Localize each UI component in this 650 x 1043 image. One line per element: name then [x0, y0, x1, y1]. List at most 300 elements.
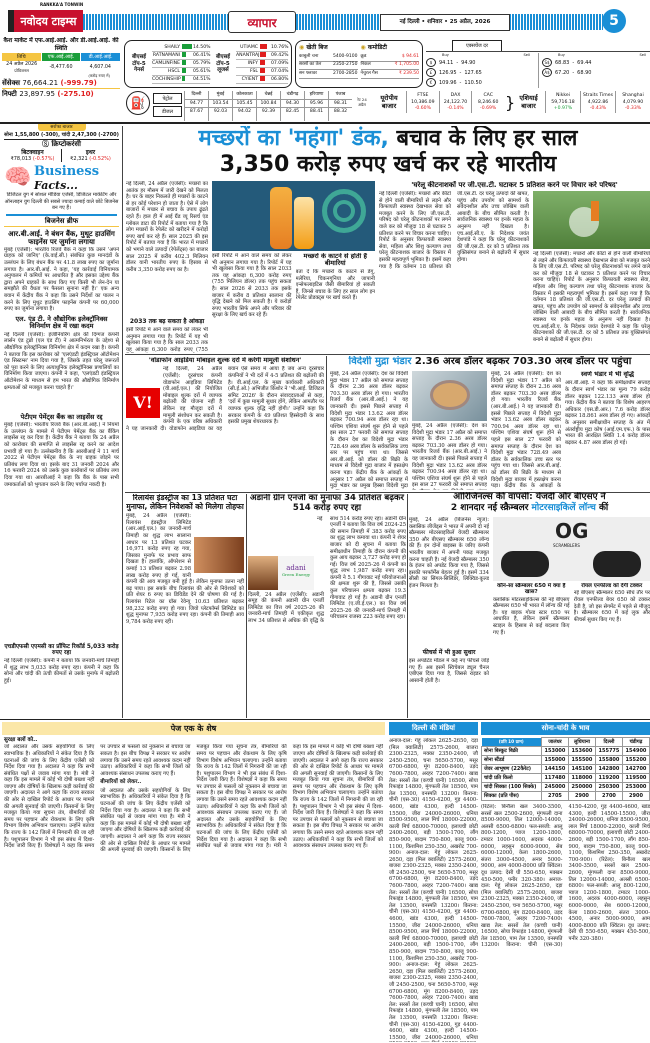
- currency-icon: S$: [542, 58, 552, 67]
- market-index: [580, 91, 615, 113]
- index-value: 4,079.90: [622, 99, 644, 105]
- main-headline-blue: मच्छरों का 'महंगा' डंक,: [198, 126, 389, 151]
- index-value: 8,246.60: [477, 99, 499, 105]
- price-cell: 2900: [568, 792, 595, 801]
- stock-name: CYIENT: [241, 77, 258, 82]
- city-name: मुंबई: [209, 91, 232, 100]
- petrol-label: पेट्रोल: [153, 93, 182, 104]
- index-change: +0.97%: [553, 106, 573, 111]
- currency-icon: €: [426, 78, 436, 87]
- exchange-row: £ 126.95 - 127.65: [426, 68, 534, 78]
- price-cell: 2705: [541, 792, 568, 801]
- kheti-price: 5400-9100: [332, 53, 358, 59]
- brace-icon: }: [505, 93, 516, 112]
- vodafone-story: [126, 357, 324, 490]
- commodity-icon: ◉: [360, 44, 366, 51]
- buy-rate: 94.11: [439, 59, 454, 66]
- main-subhead-disease: मच्छरों के काटने से होती हैं बीमारियां: [303, 253, 367, 268]
- city-name: चंडीगढ़: [281, 91, 304, 100]
- stock-name: INFY: [247, 61, 258, 66]
- commodity-price: ₹ 239.50: [398, 70, 419, 76]
- percent-bar: [182, 52, 186, 57]
- gold-row: [482, 792, 650, 801]
- reliance-headline: रिलायंस इंडस्ट्रीज का 13 प्रतिशत घटा मुनाफा, लेकिन निवेशकों को मिलेगा तोहफा: [126, 494, 244, 511]
- stock-percent: 07.04%: [271, 69, 289, 74]
- stock-percent: 07.09%: [271, 61, 289, 66]
- percent-bar: [182, 44, 192, 49]
- fii-dii-title: कैश मार्केट में एफ.आई.आई. और डी.आई.आई. की स्थिति: [3, 37, 119, 52]
- nifty-line: [2, 90, 120, 99]
- business-facts-title: Business: [34, 164, 100, 179]
- continued-subhead-1: सुरक्षा बलों को..: [4, 737, 38, 743]
- eth-value: ₹2,321: [70, 155, 88, 162]
- gst-body-cont: नई दिल्ली (एजेंसी): मच्छरों और कीटों से होने वाली बीमारियों से लड़ने और किफायती स्वास्थ्य देखभाल सेवा को मजबूत करने के लिए जी.एस.टी. परिषद को घरेलू कीटनाशकों पर लगने वाले कर को मौजूदा 18 से घटाकर 5 प्रतिशत करने पर विचार करना चाहिए। रिपोर्ट के अनुसार किफायती स्वास्थ्य सेवा, महिला और शिशु कल्याण तथा घरेलू कीटनाशक बाजार के विस्तार में इसकी महत्वपूर्ण भूमिका है। इसमें कहा गया है कि वर्तमान 18 प्रतिशत की जी.एस.टी. दर घरेलू उत्पादों की खपत, पहुंच और उपयोग को सामर्थ्य के संवेदनशील और उच्च जोखिम वाली आबादी के बीच सीमित करती है। सार्वजनिक स्वास्थ्य पर इनके महत्व के अनुरूप नहीं दिखता है। एच.आई.सी.ए. के निदेशक जयंत देशपांडे ने कहा कि घरेलू कीटनाशकों की जी.एस.टी. दर को 5 प्रतिशत तक युक्तिसंगत बनाने से बढ़ोतरी में सुधार होगा।: [533, 251, 650, 343]
- price-cell: 155200: [622, 756, 649, 765]
- adani-headline: अडानी ग्रीन एनर्जी का मुनाफा 34 प्रतिशत बढ़कर 514 करोड़ रुपए रहा: [250, 494, 404, 513]
- fii-dii-box: [2, 37, 120, 122]
- sell-rate: 94.90: [461, 59, 476, 66]
- price-cell: 153000: [541, 747, 568, 756]
- index-change: -0.60%: [414, 106, 431, 111]
- prices-text-1: (रिटेल): बिनौला खल 3400-3500, सरसों खल 2500-2600, मूंगफली दाना 8500-9000, तिल 12000-14000, अलसी 6500-6800। फल-सब्जी: आलू 800-1200, प्याज 1200-1800, टमाटर 1000-1600, अदरक 4000-6000, लहसुन 6000-9000, सेब 6000-12000, केला 1800-2600, संतरा 3000-4500, अनार 5000-9000, आम 4000-8000 प्रति क्विंटल। दूध उत्पाद: देसी घी 550-650, मक्खन 450-500, पनीर 320-380।: [481, 804, 563, 883]
- main-headline-line2: 3,350 करोड़ रुपए खर्च कर रहे भारतीय: [219, 152, 557, 177]
- diesel-price: 87.67: [185, 107, 208, 116]
- gold-reserve-body: आर.बी.आई. ने कहा कि समीक्षाधीन सप्ताह के दौरान स्वर्ण भंडार का मूल्य 79 करोड़ डॉलर बढ़कर 122.133 अरब डॉलर हो गया। केंद्रीय बैंक ने बताया कि विशेष आहरण अधिकार (एस.डी.आर.) 7.6 करोड़ डॉलर बढ़कर 18.861 अरब डॉलर हो गए। आंकड़ों के अनुसार समीक्षाधीन सप्ताह के अंत में अंतर्राष्ट्रीय मुद्रा कोष (आई.एम.एफ.) के पास भारत की आरक्षित स्थिति 1.4 करोड़ डॉलर बढ़कर 4.87 अरब डॉलर हो गई।: [565, 380, 650, 446]
- index-change: -0.33%: [624, 106, 642, 111]
- city-name: हरियाणा: [305, 91, 328, 100]
- gold-row: [482, 783, 650, 792]
- commodity-item: नेचुरल गैस: [360, 70, 378, 76]
- col-date: तिथि: [2, 53, 41, 61]
- continued-title: पेज एक के शेष: [2, 722, 385, 735]
- og-logo-text: OG: [555, 519, 589, 543]
- fuel-city: [232, 91, 256, 121]
- price-cell: 250300: [595, 783, 622, 792]
- percent-bar: [182, 60, 186, 65]
- petrol-price: 105.45: [236, 100, 253, 106]
- mandi-text-3: अनाज-दाल: गेहूं लोकल 2625-2650, दड़ा (मिल क्वालिटी) 2575-2600, बाजरा 2300-2325, मक्का 2350-2400, जौ 2450-2500, चना 5650-5700, मसूर 6700-6800, मूंग 8200-8400, उड़द 7600-7800, अरहर 7200-7400। खाद्य तेल: सरसों तेल (कच्ची घानी) 16500, सोया रिफाइंड 14800, मूंगफली तेल 18500, पाम तेल 13500, वनस्पति 13200। किराना: चीनी (एस-30) 4150-4200, गुड़ 4400-4600, खांड 4300, हल्दी 14500-15500, जीरा 24000-26000, धनिया: [389, 962, 478, 1041]
- city-name: कोलकाता: [233, 91, 256, 100]
- stock-percent: 04.51%: [193, 77, 211, 82]
- price-cell: 144150: [541, 765, 568, 774]
- diesel-price: 92.03: [209, 107, 232, 116]
- market-index: [406, 91, 439, 113]
- kheti-item: सरसों का तेल: [299, 62, 322, 67]
- eth-change: (-0.52%): [89, 155, 111, 162]
- asia-markets: [545, 91, 650, 113]
- stock-name: UTIAMC: [240, 45, 258, 50]
- diesel-price: 94.02: [233, 107, 256, 116]
- reliance-body: मुंबई, 24 अप्रैल (एजेंसी): रिलायंस इंडस्ट्रीज लिमिटेड (आर.आई.एल.) का जनवरी-मार्च तिमाही का शुद्ध लाभ सालाना आधार पर 13 प्रतिशत घटकर 16,971 करोड़ रुपए रह गया, जिसका मुनाफे पर प्रभाव साफ दिखता है। हालांकि, ऑपरेशन से कमाई 13 प्रतिशत बढ़कर 2.98 लाख करोड़ रुपए हो गई, यानी कंपनी की आय मजबूत बनी हुई है। लेकिन मुनाफा उतना नहीं बढ़ पाया। इस सबके बीच रिलायंस की ओर से निवेशकों को प्रति शेयर 6 रुपए का डिविडेंड देने की घोषणा की गई है। रिलायंस रिटेल का ग्रॉस रेवेन्यू 10.63 प्रतिशत बढ़कर 98,232 करोड़ रुपए हो गया। जियो प्लेटफॉर्म्स लिमिटेड का शुद्ध मुनाफा 7,935 करोड़ रुपए रहा। कंपनी की तिमाही आय 9,784 करोड़ रुपए रही।: [126, 513, 244, 625]
- kheti-row: [299, 70, 358, 79]
- gold-section: [481, 722, 650, 1042]
- fii-value: -8,477.60: [49, 64, 73, 70]
- item-cell: जेवर आभूषण (22कैरेट): [482, 765, 542, 774]
- crypto-title: [4, 140, 119, 149]
- masthead-band: [83, 14, 603, 30]
- mandi-body: [389, 738, 478, 1042]
- loser-row: [236, 60, 288, 68]
- percent-bar: [260, 60, 265, 65]
- gainer-row: [152, 60, 210, 68]
- brief-headline-rbi: आर.बी.आई. ने बंधन बैंक, मुथूट हाउसिंग फाइनेंस पर जुर्माना लगाया: [8, 229, 115, 246]
- price-cell: 2700: [595, 792, 622, 801]
- commodity-section: [361, 44, 420, 79]
- crypto-icon: Ⓢ: [42, 139, 50, 148]
- exchange-rates: [426, 53, 650, 88]
- exchange-row: S$ 68.83 - 69.44: [542, 58, 650, 68]
- petrol-price: 100.84: [260, 100, 277, 106]
- kheti-price: 2350-2750: [332, 62, 358, 67]
- btc-change: (-0.57%): [32, 155, 55, 162]
- moto-story: [409, 492, 650, 718]
- continued-section: [2, 722, 385, 1042]
- nifty-value: 23,897.95: [19, 89, 55, 98]
- loser-row: [236, 76, 288, 84]
- percent-bar: [260, 44, 267, 49]
- index-name: CAC: [483, 93, 493, 98]
- stock-name: CAMLINFINE: [152, 61, 180, 66]
- loser-row: [236, 44, 288, 52]
- brief-body-rbi: मुंबई (एजेंसी): भारतीय रिजर्व बैंक ने कहा कि उसने 'अपने ग्राहक को जानिए' (के.वाई.सी.) संबंधित कुछ मानदंडों के उल्लंघन के लिए बंधन बैंक पर 41.8 लाख रुपए का जुर्माना लगाया है। आर.बी.आई. ने कहा, 'यह कार्रवाई विनियामक अनुपालन में कमियों पर आधारित है और इसका उद्देश्य बैंक द्वारा अपने ग्राहकों के साथ किए गए किसी भी लेन-देन या समझौते की वैधता पर फैसला सुनाना नहीं है।' एक अन्य बयान में केंद्रीय बैंक ने कहा कि उसने निर्देशों का पालन न करने के लिए मुथूट हाउसिंग फाइनेंस कंपनी पर 60,000 रुपए का जुर्माना लगाया है।: [4, 246, 119, 313]
- petrol-price: 98.31: [333, 100, 348, 106]
- eth-label: इथर: [85, 148, 96, 156]
- vodafone-idea-logo: V!: [126, 388, 160, 418]
- dateline: नई दिल्ली • शनिवार • 25 अप्रैल, 2026: [380, 14, 510, 31]
- buy-rate: 126.95: [439, 69, 457, 76]
- page-number: 5: [602, 9, 626, 33]
- brief-body-hdfc: नई दिल्ली (एजेंसी): कंपनी ने बताया कि जनवरी-मार्च तिमाही में शुद्ध लाभ 5,033 करोड़ रुपए रहा। कंपनी ने कहा कि सोना और चांदी की ऊंची कीमतों से उसके मुनाफे में बढ़ोतरी हुई।: [4, 658, 119, 684]
- reliance-body-wrap: [126, 513, 244, 718]
- fii-date: 24 अप्रैल 2026: [6, 62, 38, 67]
- index-name: FTSE: [417, 93, 429, 98]
- commodity-row: [361, 62, 420, 71]
- kheti-commodity-box: [295, 40, 423, 88]
- vodafone-body: नई दिल्ली, 24 अप्रैल (एजेंसी): दूरसंचार कंपनी वोडाफोन आइडिया लिमिटेड (वी.आई.एल.) की नियोजित मोबाइल शुल्क दरों में व्यापक बढ़ोतरी की योजना नहीं है लेकिन वह मौजूदा दरों में मामूली संशोधन कर सकती है। कंपनी के एक वरिष्ठ अधिकारी ने यह जानकारी दी। वोडाफोन आइडिया का यह बयान ऐसे समय में आया है जब अन्य दूरसंचार कंपनियों ने भी दरों में 4-5 प्रतिशत की बढ़ोतरी की है। वी.आई.एल. के मुख्य कार्यकारी अधिकारी (सी.ई.ओ.) अभिजीत किशोर ने 'भी.आई. डिजिटल समिट 2026' के दौरान संवाददाताओं से कहा, 'दरों में कुछ मामूली सुधार होंगे, लेकिन आमतौर पर व्यापक शुल्क वृद्धि नहीं होगी।' उन्होंने कहा कि सरकार कंपनी के 49 प्रतिशत हिस्सेदारी के साथ इसकी प्रमुख शेयरधारक है।: [126, 366, 324, 432]
- main-body-2-cont: इसी रिपोर्ट में आने वाले समय को लेकर भी अनुमान लगाया गया है। रिपोर्ट में यह भी खुलासा किया गया है कि साल 2033 तक यह आंकड़ा 6,300 करोड़ रुपए (755: [126, 327, 208, 353]
- commodity-price: $ 94.61: [401, 53, 419, 59]
- wheat-icon: ◉: [299, 44, 305, 51]
- buy-rate: 109.96: [439, 79, 457, 86]
- commodity-row: [361, 70, 420, 79]
- exchange-title: एक्सचेंज दर: [452, 40, 502, 51]
- gold-row: [482, 774, 650, 783]
- mandi-section: [389, 722, 478, 1042]
- crypto-title-text: क्रिप्टोकरंसी: [51, 139, 81, 148]
- adani-body-wrap: [248, 516, 406, 718]
- percent-bar: [182, 68, 186, 73]
- sell-label: Sell: [639, 53, 646, 57]
- city-header: चंडीगढ़: [622, 738, 649, 747]
- commodity-item: निकल: [360, 62, 371, 67]
- kheti-item: सन फ्लावर: [299, 70, 317, 76]
- stock-name: HSCL: [167, 69, 180, 74]
- commodity-title: कमोडिटी: [367, 44, 387, 51]
- farmer-spraying-image: [533, 191, 650, 249]
- moto-body-4: नई बीएसए स्क्रैम्बलर 650 सीधे तौर पर रॉयल एनफील्ड बेयर 650 को टक्कर देती है, जो इस सेगमेंट में पहले से मौजूद है। स्क्रैम्बलर 650 में कई लुक और फीचर्स सुधार किए गए हैं।: [573, 590, 650, 623]
- price-cell: 153600: [568, 747, 595, 756]
- diesel-price: 88.32: [329, 107, 352, 116]
- gold-reserve-headline: स्वर्ण भंडार में भी वृद्धि: [581, 371, 634, 378]
- stock-percent: 06.80%: [271, 77, 289, 82]
- brief-headline-hdfc: एचडीएफसी एएमसी का प्रॉफिट रिकॉर्ड 5,033 करोड़ रुपए रहा: [4, 643, 119, 657]
- sensex-change: (-999.79): [60, 79, 97, 87]
- moto-headline: [409, 492, 650, 514]
- top5-box: [124, 40, 292, 88]
- price-cell: 2900: [622, 792, 649, 801]
- petrol-price: 94.77: [189, 100, 204, 106]
- continued-text-2: जो अदालत और उसके सहयोगियों के लिए स्वाभाविक है। अधिकारियों ने संकेत दिया है कि घटनाओं की जांच के लिए केंद्रीय एजेंसी को निर्देश दिया गया है। अदालत ने कहा कि सभी संबंधित पक्षों से जवाब मांगा गया है। मंत्री ने कहा कि इस मामले में कोई भी दोषी बख्शा नहीं जाएगा और दोषियों के खिलाफ कड़ी कार्रवाई की जाएगी। अदालत ने आगे कहा कि राज्य सरकार की ओर से दाखिल रिपोर्ट के आधार पर मामले की अगली सुनवाई की जाएगी। किसानों के लिए मजबूत किया गया सूचना तंत्र, बीमारियों की समय पर पहचान और रोकथाम के लिए कृषि विभाग विशेष अभियान चलाएगा। उन्होंने बताया कि राज्य के 142 जिलों में निगरानी की जा रही है। पशुपालन विभाग ने भी इस संबंध में दिशा-निर्देश जारी किए हैं। विशेषज्ञों ने कहा कि समय पर उपचार से फसलों को नुकसान से बचाया जा सकता है। इस बीच विपक्ष ने सरकार पर आरोप लगाया कि उसने समय रहते आवश्यक कदम नहीं उठाए। अधिकारियों ने कहा कि सभी जिलों को आवश्यक संसाधन उपलब्ध कराए गए हैं।: [100, 744, 287, 854]
- stock-percent: 05.79%: [193, 61, 211, 66]
- currency-icon: A$: [542, 68, 552, 77]
- kheti-price: 2700-2850: [332, 70, 358, 76]
- buy-rate: 68.83: [555, 59, 570, 66]
- stock-name: COCHINSHIP: [152, 77, 181, 82]
- stock-percent: 14.50%: [193, 45, 211, 50]
- percent-bar: [182, 76, 185, 81]
- fuel-rate-note: रेट 24 अप्रैल: [357, 97, 367, 107]
- diesel-label: डीजल: [153, 106, 182, 117]
- diesel-price: 92.39: [257, 107, 280, 116]
- gst-headline: 'घरेलू कीटनाशकों पर जी.एस.टी. घटाकर 5 प्रतिशत करने पर विचार करे परिषद': [411, 181, 618, 189]
- forex-story: [330, 356, 650, 490]
- scrambler-bikes-image: [493, 517, 650, 581]
- kheti-item: काबुली चना: [299, 53, 319, 59]
- buy-label: Buy: [442, 53, 449, 57]
- city-name: चेन्नई: [257, 91, 280, 100]
- market-index: [471, 91, 504, 113]
- price-cell: 142800: [595, 765, 622, 774]
- gautam-adani-photo: [248, 556, 278, 590]
- moto-headline-line1: ओरिजिनल्स की वापसी: येजदी और बीएसए ने: [453, 492, 606, 502]
- date-note: प्रोविजनल: [14, 67, 29, 73]
- city-header: दिल्ली: [595, 738, 622, 747]
- main-body-1: नई दिल्ली, 24 अप्रैल (एजेंसी): मच्छरों का आतंक हर मौसम में जारी देखने को मिलता है। घर के बाहर निकलते ही मच्छरों के काटने से हर कोई परेशान हो जाता है। ऐसे में लोग बाजारों में मच्छर से बचाव के उपाय ढूंढते रहते हैं। हाल ही में आई ग्रैंड व्यू रिसर्च एंड ग्लोबल डाटा की रिपोर्ट में बताया गया है कि लोग मच्छरों के रेपेलेंट को खरीदने में करोड़ों रुपए खर्च कर रहे हैं। साल 2025 की इस रिपोर्ट में बताया गया है कि भारत में मच्छरों को भगाने वाले उत्पादों (रेपेलेंट्स) का बाजार साल 2025 में करीब 402.3 मिलियन डॉलर यानी भारतीय रुपए के हिसाब से करीब 3,350 करोड़ रुपए का है।: [126, 181, 208, 273]
- exchange-row: A$ 67.20 - 68.90: [542, 68, 650, 78]
- petrol-price: 103.54: [212, 100, 229, 106]
- asia-label: एशियाई बाजार: [519, 94, 538, 110]
- moto-body-3: क्लासिक मोटरसाइकिल्स की नई बीएसए स्क्रैम्बलर 650 भी भारत में लॉन्च की गई है। यह बाइक गोल्ड स्टार 650 पर आधारित है, लेकिन इसमें स्क्रैम्बलर स्टाइल के हिसाब से कई बदलाव किए गए हैं।: [493, 596, 570, 636]
- business-fact-text: डिजिटल युग में सोशल मीडिया एजेंसी, डिजिटल मार्केटिंग और ऑनलाइन युग दिल्ली की सबसे ज्यादा कमाई वाले छोटे बिजनेस बन गए हैं।: [4, 192, 119, 212]
- price-cell: 155000: [541, 756, 568, 765]
- sarafa-rates: सोना 1,55,800 (-300), चांदी 2,47,300 (-2700): [4, 132, 119, 138]
- index-change: -0.43%: [589, 106, 607, 111]
- gold-header-row: [482, 738, 650, 747]
- forex-body-cont: मुंबई, 24 अप्रैल (एजेंसी): देश का विदेशी मुद्रा भंडार 17 अप्रैल को समाप्त सप्ताह के दौरान 2.36 अरब डॉलर बढ़कर 703.30 अरब डॉलर हो गया। भारतीय रिजर्व बैंक (आर.बी.आई.) ने यह जानकारी दी। इससे पिछले सप्ताह में विदेशी मुद्रा भंडार 13.62 अरब डॉलर बढ़कर 700.94 अरब डॉलर रहा था। पश्चिम एशिया संघर्ष शुरू होने से पहले इस साल 27 फरवरी को समाप्त सप्ताह: [412, 423, 487, 489]
- gold-row: [482, 747, 650, 756]
- moto-body: मुंबई, 24 अप्रैल (बिजनेस न्यूज): क्लासिक लीजेंड्स ने भारत में अपनी दो नई स्क्रैम्बलर मोटरसाइकिलें येजदी स्क्रैम्बलर 350 और बीएसए स्क्रैम्बलर 650 लॉन्च की हैं। इन दोनों बाइक्स के जरिए कंपनी भारतीय बाजार में अपनी पकड़ मजबूत करना चाहती है। नई येजदी स्क्रैम्बलर 350 के इंजन को अपडेट किया गया है, जिससे इसकी परफॉर्मेंस बेहतर हुई है। इसमें 334 सीसी का सिंगल-सिलिंडर, लिक्विड-कूल्ड इंजन मिलता है।: [409, 517, 489, 589]
- forex-headline: [330, 356, 650, 368]
- index-change: -0.69%: [480, 106, 497, 111]
- sell-rate: 127.65: [464, 69, 482, 76]
- item-cell: सोना स्टैंडर्ड: [482, 756, 542, 765]
- moto-body-2: इस अपडेटेड मॉडल में कई नए फीचर्स जोड़े गए हैं। अब इसमें स्विचेबल ड्यूल चैनल एबीएस दिया गया है, जिससे राइडर को आसानी होती है।: [409, 658, 489, 684]
- city-header: जालंधर: [541, 738, 568, 747]
- kheti-row: [299, 62, 358, 71]
- percent-bar: [260, 68, 265, 73]
- city-name: दिल्ली: [185, 91, 208, 100]
- price-cell: 155500: [568, 756, 595, 765]
- forex-headline-blue: विदेशी मुद्रा भंडार: [348, 356, 412, 367]
- commodity-row: [361, 53, 420, 62]
- unit-note: (करोड़ रुपए में): [88, 73, 110, 78]
- market-index: [439, 91, 472, 113]
- item-cell: चांदी प्रति किलो: [482, 774, 542, 783]
- sensex-value: 76,664.21: [22, 79, 59, 87]
- sell-label: Sell: [523, 53, 530, 57]
- price-cell: 154900: [622, 747, 649, 756]
- gainer-row: [152, 76, 210, 84]
- dii-value: 4,607.04: [89, 64, 111, 70]
- stock-percent: 06.41%: [193, 53, 211, 58]
- prices-text-3: (रिटेल): बिनौला खल 3400-3500, सरसों खल 2500-2600, मूंगफली दाना 8500-9000, तिल 12000-14000, अलसी 6500-6800। फल-सब्जी: आलू 800-1200, प्याज 1200-1800, टमाटर 1000-1600, अदरक 4000-6000, लहसुन 6000-9000, सेब 6000-12000, केला 1800-2600, संतरा 3000-4500, अनार 5000-9000, आम 4000-8000 प्रति क्विंटल। दूध उत्पाद: देसी घी 550-650, मक्खन 450-500, पनीर 320-380।: [568, 856, 650, 942]
- business-facts-banner: [4, 164, 119, 192]
- stock-name: SHAILY: [164, 45, 180, 50]
- main-subhead-2033: 2033 तक बढ़ सकता है आंकड़ा: [129, 318, 205, 326]
- diesel-price: 82.45: [281, 107, 304, 116]
- kheti-row: [299, 53, 358, 62]
- exchange-row: € 109.96 - 110.50: [426, 78, 534, 88]
- stock-percent: 05.61%: [193, 69, 211, 74]
- index-name: Shanghai: [622, 93, 644, 98]
- business-brief-label: बिजनेस ब्रीफ: [4, 217, 119, 227]
- btc-label: बिटक्वाइन: [21, 148, 44, 156]
- main-body-2: इसी रिपोर्ट में आने वाले समय को लेकर भी अनुमान लगाया गया है। रिपोर्ट में यह भी खुलासा किया गया है कि साल 2033 तक यह आंकड़ा 6,300 करोड़ रुपए (755 मिलियन डॉलर) तक पहुंच सकता है। साल 2026 से 2033 तक इसके बाजार में करीब 8 प्रतिशत सालाना की वृद्धि देखने को मिल सकती है। ये करोड़ों रुपए भारतीय सिर्फ अपने और परिवार की सुरक्षा के लिए खर्च कर रहे हैं।: [212, 253, 292, 319]
- vodafone-headline: 'वोडाफोन आइडिया मोबाइल शुल्क दरों में करेगी मामूली संशोधन': [148, 357, 302, 364]
- moto-headline-line2a: 2 शानदार नई स्क्रैम्बलर: [450, 503, 529, 513]
- index-value: 59,716.18: [551, 99, 575, 105]
- continued-text-1: जो अदालत और उसके सहयोगियों के लिए स्वाभाविक है। अधिकारियों ने संकेत दिया है कि घटनाओं की जांच के लिए केंद्रीय एजेंसी को निर्देश दिया गया है। अदालत ने कहा कि सभी संबंधित पक्षों से जवाब मांगा गया है। मंत्री ने कहा कि इस मामले में कोई भी दोषी बख्शा नहीं जाएगा और दोषियों के खिलाफ कड़ी कार्रवाई की जाएगी। अदालत ने आगे कहा कि राज्य सरकार की ओर से दाखिल रिपोर्ट के आधार पर मामले की अगली सुनवाई की जाएगी। किसानों के लिए मजबूत किया गया सूचना तंत्र, बीमारियों की समय पर पहचान और रोकथाम के लिए कृषि विभाग विशेष अभियान चलाएगा। उन्होंने बताया कि राज्य के 142 जिलों में निगरानी की जा रही है। पशुपालन विभाग ने भी इस संबंध में दिशा-निर्देश जारी किए हैं। विशेषज्ञों ने कहा कि समय पर उपचार से फसलों को नुकसान से बचाया जा सकता है। इस बीच विपक्ष ने सरकार पर आरोप लगाया कि उसने समय रहते आवश्यक कदम नहीं उठाए। अधिकारियों ने कहा कि सभी जिलों को आवश्यक संसाधन उपलब्ध कराए गए हैं।: [4, 744, 191, 850]
- price-cell: 145100: [568, 765, 595, 774]
- percent-bar: [260, 76, 265, 81]
- mukesh-ambani-photo: [194, 537, 244, 573]
- adani-green-logo: [278, 556, 314, 590]
- vodafone-body-wrap: [126, 366, 324, 490]
- losers-label: बीएसई टॉप-5 लूजर्स: [215, 54, 231, 74]
- stock-name: FSL: [249, 69, 258, 74]
- item-cell: चांदी सिक्का (100 सिक्के): [482, 783, 542, 792]
- index-value: 10,386.09: [411, 99, 435, 105]
- gold-row: [482, 765, 650, 774]
- btc-value: ₹78,013: [10, 155, 32, 162]
- price-cell: 119500: [622, 774, 649, 783]
- moto-subhead-features: फीचर्स में भी हुआ सुधार: [422, 649, 476, 657]
- petrol-price: 94.30: [285, 100, 300, 106]
- section-title: व्यापार: [228, 11, 296, 33]
- forex-headline-black: 2.36 अरब डॉलर बढ़कर 703.30 अरब डॉलर पर पहुंचा: [414, 356, 632, 367]
- commodity-item: क्रूड: [360, 53, 367, 59]
- left-column: [4, 124, 119, 718]
- price-cell: 245000: [541, 783, 568, 792]
- price-cell: 118000: [568, 774, 595, 783]
- gainers-label: बीएसई टॉप-5 गेनर्स: [131, 54, 147, 74]
- brief-headline-lt: एल. एंड टी. ने औद्योगिक इलेक्ट्रॉनिक्स विनिर्माण क्षेत्र में रखा कदम: [15, 314, 108, 331]
- price-cell: 250000: [568, 783, 595, 792]
- price-cell: 119200: [595, 774, 622, 783]
- stock-name: ANANTRAJ: [236, 53, 260, 58]
- continued-text-3: जो अदालत और उसके सहयोगियों के लिए स्वाभाविक है। अधिकारियों ने संकेत दिया है कि घटनाओं की जांच के लिए केंद्रीय एजेंसी को निर्देश दिया गया है। अदालत ने कहा कि सभी संबंधित पक्षों से जवाब मांगा गया है। मंत्री ने कहा कि इस मामले में कोई भी दोषी बख्शा नहीं जाएगा और दोषियों के खिलाफ कड़ी कार्रवाई की जाएगी। अदालत ने आगे कहा कि राज्य सरकार की ओर से दाखिल रिपोर्ट के आधार पर मामले की अगली सुनवाई की जाएगी। किसानों के लिए मजबूत किया गया सूचना तंत्र, बीमारियों की समय पर पहचान और रोकथाम के लिए कृषि विभाग विशेष अभियान चलाएगा। उन्होंने बताया कि राज्य के 142 जिलों में निगरानी की जा रही है। पशुपालन विभाग ने भी इस संबंध में दिशा-निर्देश जारी किए हैं। विशेषज्ञों ने कहा कि समय पर उपचार से फसलों को नुकसान से बचाया जा सकता है। इस बीच विपक्ष ने सरकार पर आरोप लगाया कि उसने समय रहते आवश्यक कदम नहीं उठाए। अधिकारियों ने कहा कि सभी जिलों को आवश्यक संसाधन उपलब्ध कराए गए हैं।: [196, 744, 383, 850]
- price-cell: 253000: [622, 783, 649, 792]
- mandi-text-1: अनाज-दाल: गेहूं लोकल 2625-2650, दड़ा (मिल क्वालिटी) 2575-2600, बाजरा 2300-2325, मक्का 2350-2400, जौ 2450-2500, चना 5650-5700, मसूर 6700-6800, मूंग 8200-8400, उड़द 7600-7800, अरहर 7200-7400। खाद्य तेल: सरसों तेल (कच्ची घानी) 16500, सोया रिफाइंड 14800, मूंगफली तेल 18500, पाम तेल 13500, वनस्पति 13200। किराना: चीनी (एस-30) 4150-4200, गुड़ 4400-4600, खांड 4300, हल्दी 14500-15500, जीरा 24000-26000, धनिया 8500-9500, लाल मिर्च 18000-22000, काली मिर्च 68000-70000, इलायची छोटी 2400-2600, बड़ी 1500-1700, लौंग 850-900, बादाम 750-800, काजू 900-1100, किशमिश 250-350, अखरोट 700-900।: [389, 738, 478, 857]
- sensex-label: सेंसेक्स: [2, 79, 20, 87]
- forex-body-cont2: मुंबई, 24 अप्रैल (एजेंसी): देश का विदेशी मुद्रा भंडार 17 अप्रैल को समाप्त सप्ताह के दौरान 2.36 अरब डॉलर बढ़कर 703.30 अरब डॉलर हो गया। भारतीय रिजर्व बैंक (आर.बी.आई.) ने यह जानकारी दी। इससे पिछले सप्ताह में विदेशी मुद्रा भंडार 13.62 अरब डॉलर बढ़कर 700.94 अरब डॉलर रहा था। पश्चिम एशिया संघर्ष शुरू होने से पहले इस साल 27 फरवरी को समाप्त सप्ताह के दौरान देश का विदेशी मुद्रा भंडार 728.49 अरब डॉलर के सर्वकालिक उच्च स्तर पर पहुंच गया था। जिससे आर.बी.आई. को डॉलर की बिक्री के माध्यम से विदेशी मुद्रा बाजार में हस्तक्षेप करना पड़ा। केंद्रीय बैंक के आंकड़ों के: [491, 371, 561, 490]
- market-index: [615, 91, 650, 113]
- index-name: Nikkei: [556, 93, 570, 98]
- adani-logo-text: adani: [286, 563, 306, 572]
- index-value: 24,122.70: [443, 99, 468, 105]
- sensex-line: [2, 79, 120, 89]
- gst-body: नई दिल्ली (एजेंसी): मच्छरों और कीटों से होने वाली बीमारियों से लड़ने और किफायती स्वास्थ्य देखभाल सेवा को मजबूत करने के लिए जी.एस.टी. परिषद को घरेलू कीटनाशकों पर लगने वाले कर को मौजूदा 18 से घटाकर 5 प्रतिशत करने पर विचार करना चाहिए। रिपोर्ट के अनुसार किफायती स्वास्थ्य सेवा, महिला और शिशु कल्याण तथा घरेलू कीटनाशक बाजार के विस्तार में इसकी महत्वपूर्ण भूमिका है। इसमें कहा गया है कि वर्तमान 18 प्रतिशत की जी.एस.टी. दर घरेलू उत्पादों की खपत, पहुंच और उपयोग को सामर्थ्य के संवेदनशील और उच्च जोखिम वाली आबादी के बीच सीमित करती है। सार्वजनिक स्वास्थ्य पर इनके महत्व के अनुरूप नहीं दिखता है। एच.आई.सी.ए. के निदेशक जयंत देशपांडे ने कहा कि घरेलू कीटनाशकों की जी.एस.टी. दर को 5 प्रतिशत तक युक्तिसंगत बनाने से बढ़ोतरी में सुधार होगा।: [379, 191, 529, 270]
- reliance-story: [126, 494, 244, 718]
- col-fii: एफ.आई.आई.: [42, 53, 81, 61]
- currency-icon: £: [426, 68, 436, 77]
- loser-row: [236, 68, 288, 76]
- adani-images: [248, 556, 314, 590]
- fuel-city: [328, 91, 352, 121]
- adani-story: [248, 494, 406, 718]
- moto-subhead-650: कौन-सा स्क्रैम्बलर 650 में क्या है खास?: [497, 583, 566, 596]
- stock-name: RATNAMANI: [152, 53, 180, 58]
- nifty-label: निफ्टी: [2, 89, 17, 98]
- buy-rate: 67.20: [555, 69, 570, 76]
- kicker: RANKKA'A TONWIN: [40, 2, 84, 7]
- index-name: Straits Times: [583, 93, 613, 98]
- brief-body-lt: नई दिल्ली (एजेंसी): इंजीनियरिंग क्षेत्र की दिग्गज कंपनी लार्सन एंड टुब्रो (एल एंड टी) ने आत्मनिर्भरता के उद्देश्य से औद्योगिक इलेक्ट्रॉनिक्स विनिर्माण क्षेत्र में कदम रखा है। कंपनी ने बताया कि इस कारोबार को 'एलएंडटी इंडस्ट्रियल ऑटोमेशन एंड सिस्टम्स' नाम दिया गया है, जिसके तहत घरेलू जरूरतों को पूरा करने के लिए अत्याधुनिक इलेक्ट्रॉनिक्स प्रणालियों का विनिर्माण किया जाएगा। कंपनी ने कहा, 'एलएंडटी इंडस्ट्रियल ऑटोमेशन के माध्यम से हम भारत की औद्योगिक विनिर्माण क्षमताओं को मजबूत करना चाहते हैं।': [4, 331, 119, 391]
- adani-logo-subtext: Green Energy: [281, 571, 311, 577]
- crypto-prices: [4, 149, 119, 163]
- prices-text-2: अनाज-दाल: गेहूं लोकल 2625-2650, दड़ा (मिल क्वालिटी) 2575-2600, बाजरा 2300-2325, मक्का 2350-2400, जौ 2450-2500, चना 5650-5700, मसूर 6700-6800, मूंग 8200-8400, उड़द 7600-7800, अरहर 7200-7400। खाद्य तेल: सरसों तेल (कच्ची घानी) 16500, सोया रिफाइंड 14800, मूंगफली तेल 18500, पाम तेल 13500, वनस्पति 13200। किराना: चीनी (एस-30) 4150-4200, गुड़ 4400-4600, खांड 4300, हल्दी 14500-15500, जीरा 24000-26000, धनिया 8500-9500, लाल मिर्च 18000-22000, काली मिर्च 68000-70000, इलायची छोटी 2400-2600, बड़ी 1500-1700, लौंग 850-900, बादाम 750-800, काजू 900-1100, किशमिश 250-350, अखरोट 700-900।: [481, 804, 650, 949]
- forex-body: मुंबई, 24 अप्रैल (एजेंसी): देश का विदेशी मुद्रा भंडार 17 अप्रैल को समाप्त सप्ताह के दौरान 2.36 अरब डॉलर बढ़कर 703.30 अरब डॉलर हो गया। भारतीय रिजर्व बैंक (आर.बी.आई.) ने यह जानकारी दी। इससे पिछले सप्ताह में विदेशी मुद्रा भंडार 13.62 अरब डॉलर बढ़कर 700.94 अरब डॉलर रहा था। पश्चिम एशिया संघर्ष शुरू होने से पहले इस साल 27 फरवरी को समाप्त सप्ताह के दौरान देश का विदेशी मुद्रा भंडार 728.49 अरब डॉलर के सर्वकालिक उच्च स्तर पर पहुंच गया था। जिससे आर.बी.आई. को डॉलर की बिक्री के माध्यम से विदेशी मुद्रा बाजार में हस्तक्षेप करना पड़ा। केंद्रीय बैंक के आंकड़ों के अनुसार 17 अप्रैल को समाप्त सप्ताह में मुद्रा भंडार का प्रमुख हिस्सा विदेशी मुद्रा: [330, 371, 408, 490]
- mosquito-repellent-image: [212, 181, 375, 251]
- gold-row: [482, 756, 650, 765]
- item-cell: सोना बिस्कुट बिक्री: [482, 747, 542, 756]
- fuel-city: [304, 91, 328, 121]
- commodity-price: ₹ 1,705.00: [394, 62, 419, 67]
- fuel-city: [256, 91, 280, 121]
- moto-headline-blue: मोटरसाइकिलें लॉन्च: [531, 503, 596, 513]
- fuel-city: [280, 91, 304, 121]
- gold-title: सोना-चांदी के भाव: [481, 722, 650, 735]
- moto-headline-line2c: कीं: [598, 503, 609, 513]
- brief-body-paytm: मुंबई (एजेंसी): भारतीय रिजर्व बैंक (आर.बी.आई.) ने नियमों के उल्लंघन के मामले में पेटीएम पेमेंट्स बैंक का बैंकिंग लाइसेंस रद्द कर दिया है। केंद्रीय बैंक ने बताया कि 24 अप्रैल को कारोबार की समाप्ति से लाइसेंस रद्द करने का आदेश प्रभावी हो गया है। उल्लेखनीय है कि आरबीआई ने 11 मार्च 2022 से पेटीएम पेमेंट्स बैंक के नए ग्राहक जोड़ने पर प्रतिबंध लगा दिया था। इसके बाद 31 जनवरी 2024 और 16 फरवरी 2024 को उसके कुछ कारोबारों पर प्रतिबंध लगा दिया गया था। आरबीआई ने कहा कि बैंक के पास सभी जमाकर्ताओं को भुगतान करने के लिए पर्याप्त नकदी है।: [4, 422, 119, 488]
- col-dii: डी.आई.आई.: [81, 53, 120, 61]
- sell-rate: 68.90: [577, 69, 592, 76]
- europe-markets: [406, 91, 504, 113]
- market-prices-body: [481, 804, 650, 1042]
- price-cell: 142700: [622, 765, 649, 774]
- mandi-text-2: अनाज-दाल: गेहूं लोकल 2625-2650, दड़ा (मिल क्वालिटी) 2575-2600, बाजरा 2300-2325, मक्का 2350-2400, जौ 2450-2500, चना 5650-5700, मसूर 6700-6800, मूंग 8200-8400, उड़द 7600-7800, अरहर 7200-7400। खाद्य तेल: सरसों तेल (कच्ची घानी) 16500, सोया रिफाइंड 14800, मूंगफली तेल 18500, पाम तेल 13500, वनस्पति 13200। किराना: चीनी (एस-30) 4150-4200, गुड़ 4400-4600, खांड 4300, हल्दी 14500-15500, जीरा 24000-26000, धनिया 8500-9500, लाल मिर्च 18000-22000, काली मिर्च 68000-70000, इलायची छोटी 2400-2600, बड़ी 1500-1700, लौंग 850-900, बादाम 750-800, काजू 900-1100, किशमिश 250-350, अखरोट 700-900।: [389, 850, 478, 969]
- kheti-title: खेती बिज: [306, 44, 328, 51]
- fuel-city: [184, 91, 208, 121]
- city-header: लुधियाना: [568, 738, 595, 747]
- continued-body: [2, 744, 385, 1042]
- fuel-prices: [184, 91, 352, 121]
- main-body-3: बता दें कि मच्छरों के काटने से डेंगू, मलेरिया, चिकनगुनिया और जापानी एन्सेफलाइटिस जैसी बीमारियां हो सकती हैं, जिनसे बचाव के लिए हर साल लोग इन रेपेलेंट प्रोडक्ट्स पर खर्च करते हैं।: [295, 268, 375, 302]
- head-brain-icon: 🧠: [4, 165, 32, 190]
- fuel-city: [208, 91, 232, 121]
- buy-label: Buy: [558, 53, 565, 57]
- newspaper-logo: नवोदय टाइम्स: [8, 10, 83, 32]
- price-cell: 117480: [541, 774, 568, 783]
- sell-rate: 110.50: [464, 79, 482, 86]
- gainer-row: [152, 52, 210, 60]
- currency-icon: $: [426, 58, 436, 67]
- continued-subhead-2: बीमारियों को लेकर..: [100, 779, 142, 786]
- market-index: [545, 91, 580, 113]
- business-facts-subtitle: Facts...: [34, 179, 78, 192]
- price-cell: 155800: [595, 756, 622, 765]
- price-cell: 155775: [595, 747, 622, 756]
